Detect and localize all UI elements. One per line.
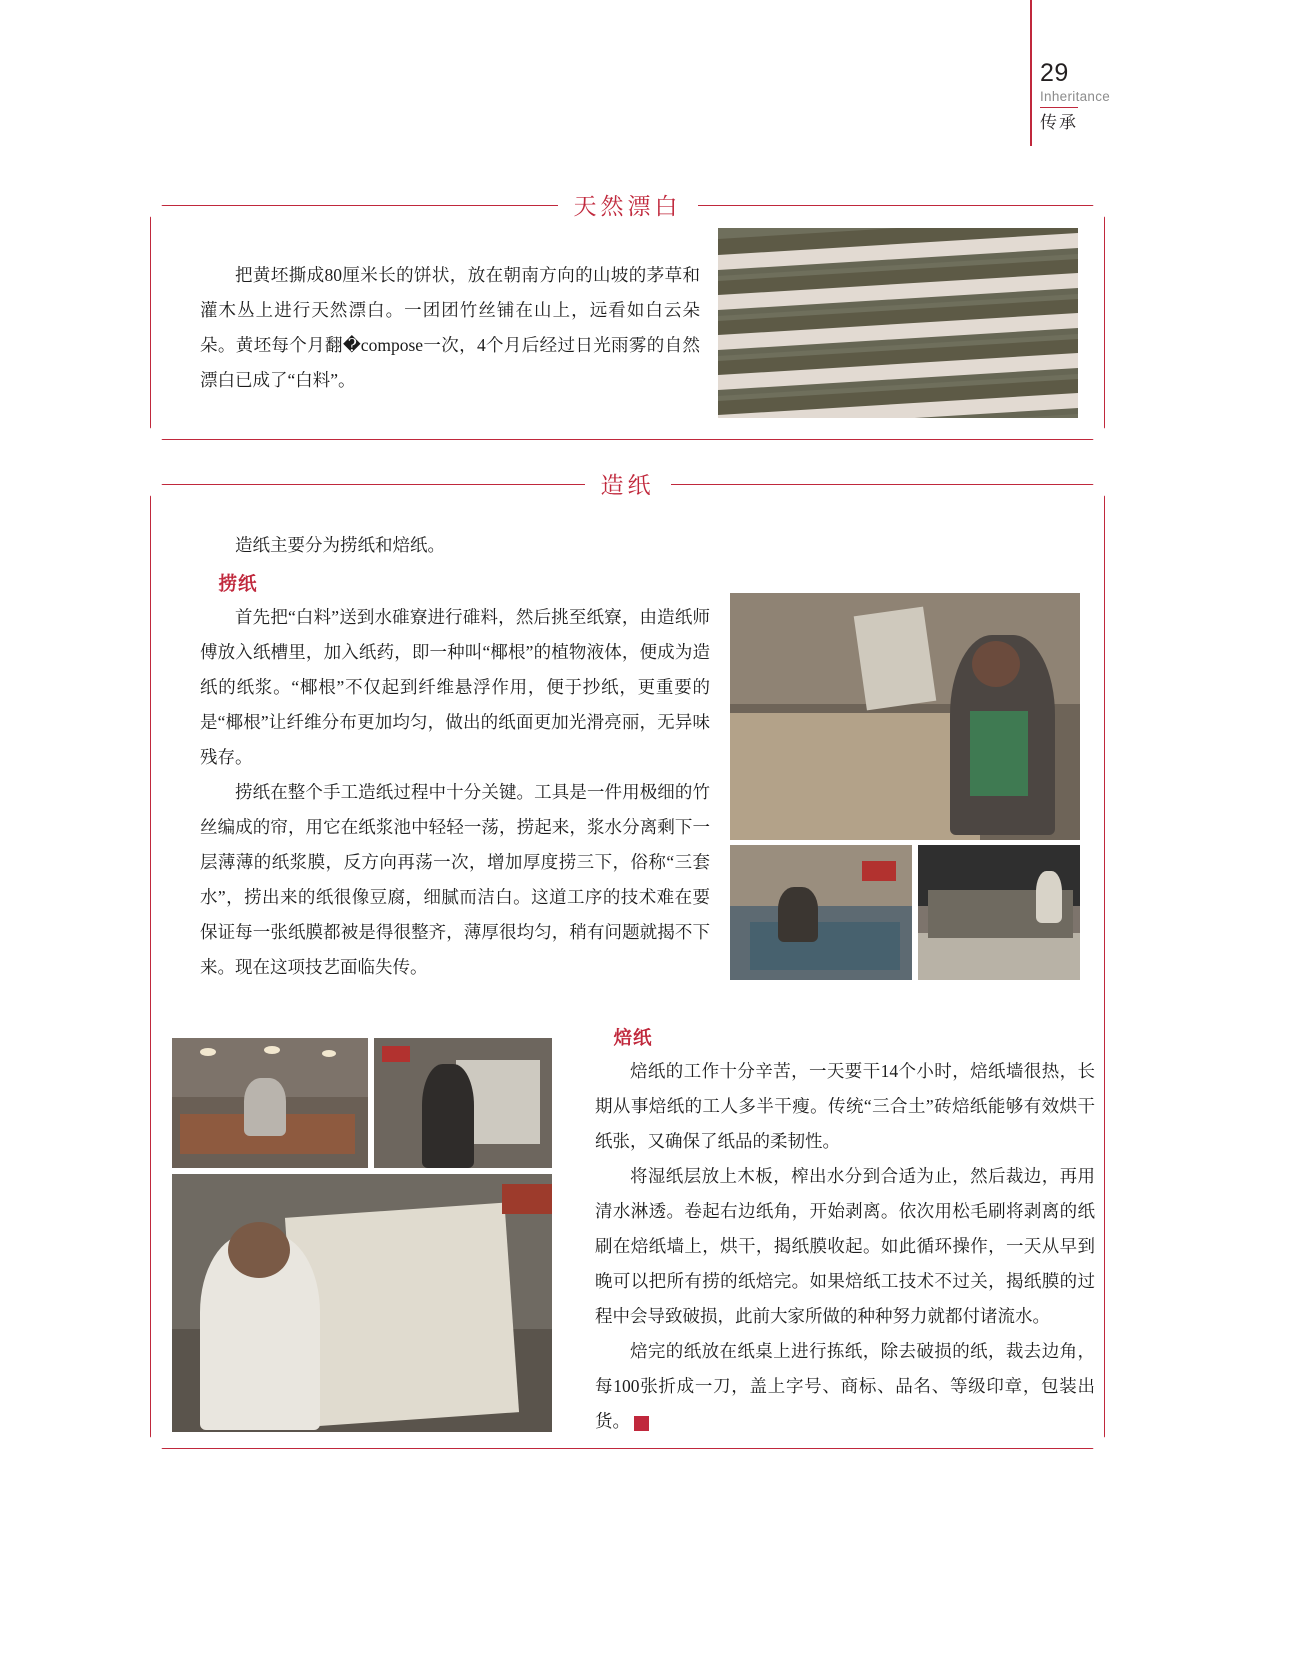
folio-label-en: Inheritance bbox=[1040, 89, 1111, 104]
panel-corner-notch bbox=[1093, 195, 1116, 218]
page-number: 29 bbox=[1040, 59, 1069, 87]
paragraph: 把黄坯撕成80厘米长的饼状，放在朝南方向的山坡的茅草和灌木丛上进行天然漂白。一团团竹丝铺在山上，远看如白云朵朵。黄坯每个月翻�compose一次，4个月后经过日光雨雾的自然漂白已成了“白料”。 bbox=[200, 265, 700, 390]
folio-vertical-rule bbox=[1030, 0, 1032, 146]
subsection-heading-scooping: 捞纸 bbox=[218, 573, 258, 594]
subsection-drying bbox=[595, 1022, 1095, 1439]
paragraph: 捞纸在整个手工造纸过程中十分关键。工具是一件用极细的竹丝编成的帘，用它在纸浆池中轻轻一荡，捞起来，浆水分离剩下一层薄薄的纸浆膜，反方向再荡一次，增加厚度捞三下，俗称“三套水”，捞出来的纸很像豆腐，细腻而洁白。这道工序的技术难在要保证每一张纸膜都被是得很整齐，薄厚很均匀，稍有问题就揭不下来。现在这项技艺面临失传。 bbox=[200, 782, 710, 977]
panel-corner-notch bbox=[140, 1437, 163, 1460]
section-title-papermaking: 造纸 bbox=[585, 470, 671, 500]
panel-corner-notch bbox=[140, 428, 163, 451]
end-mark: S bbox=[634, 1416, 649, 1431]
folio bbox=[1040, 58, 1190, 135]
paper-scooping-photo bbox=[730, 845, 912, 980]
peeling-paper-photo bbox=[172, 1174, 552, 1432]
paragraph: 将湿纸层放上木板，榨出水分到合适为止，然后裁边，再用清水淋透。卷起右边纸角，开始剥离。依次用松毛刷将剥离的纸刷在焙纸墙上，烘干，揭纸膜收起。如此循环操作，一天从早到晚可以把所有捞的纸焙完。如果焙纸工技术不过关，揭纸膜的过程中会导致破损，此前大家所做的种种努力就都付诸流水。 bbox=[595, 1166, 1095, 1326]
natural-bleaching-field-photo bbox=[718, 228, 1078, 418]
screen-lifting-photo bbox=[918, 845, 1080, 980]
folio-label-cn: 传承 bbox=[1040, 107, 1078, 135]
press-table-photo bbox=[172, 1038, 368, 1168]
panel-corner-notch bbox=[1093, 428, 1116, 451]
subsection-heading-drying: 焙纸 bbox=[613, 1027, 653, 1048]
paragraph: 焙纸的工作十分辛苦，一天要干14个小时，焙纸墙很热，长期从事焙纸的工人多半干瘦。传统“三合土”砖焙纸能够有效烘干纸张，又确保了纸品的柔韧性。 bbox=[595, 1061, 1095, 1151]
paragraph: 首先把“白料”送到水碓寮进行碓料，然后挑至纸寮，由造纸师傅放入纸槽里，加入纸药，即一种叫“椰根”的植物液体，便成为造纸的纸浆。“椰根”不仅起到纤维悬浮作用，便于抄纸，更重要的是“椰根”让纤维分布更加均匀，做出的纸面更加光滑亮丽，无异味残存。 bbox=[200, 607, 710, 767]
paragraph-text: 焙完的纸放在纸桌上进行拣纸，除去破损的纸，裁去边角，每100张折成一刀，盖上字号、商标、品名、等级印章，包装出货。 bbox=[595, 1341, 1095, 1431]
panel-corner-notch bbox=[140, 474, 163, 497]
paragraph: 造纸主要分为捞纸和焙纸。 bbox=[235, 535, 445, 555]
natural-bleaching-text bbox=[200, 258, 700, 398]
subsection-scooping bbox=[200, 568, 710, 985]
pulp-vat-worker-photo bbox=[730, 593, 1080, 840]
paragraph bbox=[595, 1334, 1095, 1439]
drying-wall-photo bbox=[374, 1038, 552, 1168]
papermaking-intro bbox=[200, 528, 700, 563]
panel-corner-notch bbox=[1093, 1437, 1116, 1460]
panel-corner-notch bbox=[140, 195, 163, 218]
panel-corner-notch bbox=[1093, 474, 1116, 497]
section-title-natural-bleaching: 天然漂白 bbox=[558, 191, 698, 221]
